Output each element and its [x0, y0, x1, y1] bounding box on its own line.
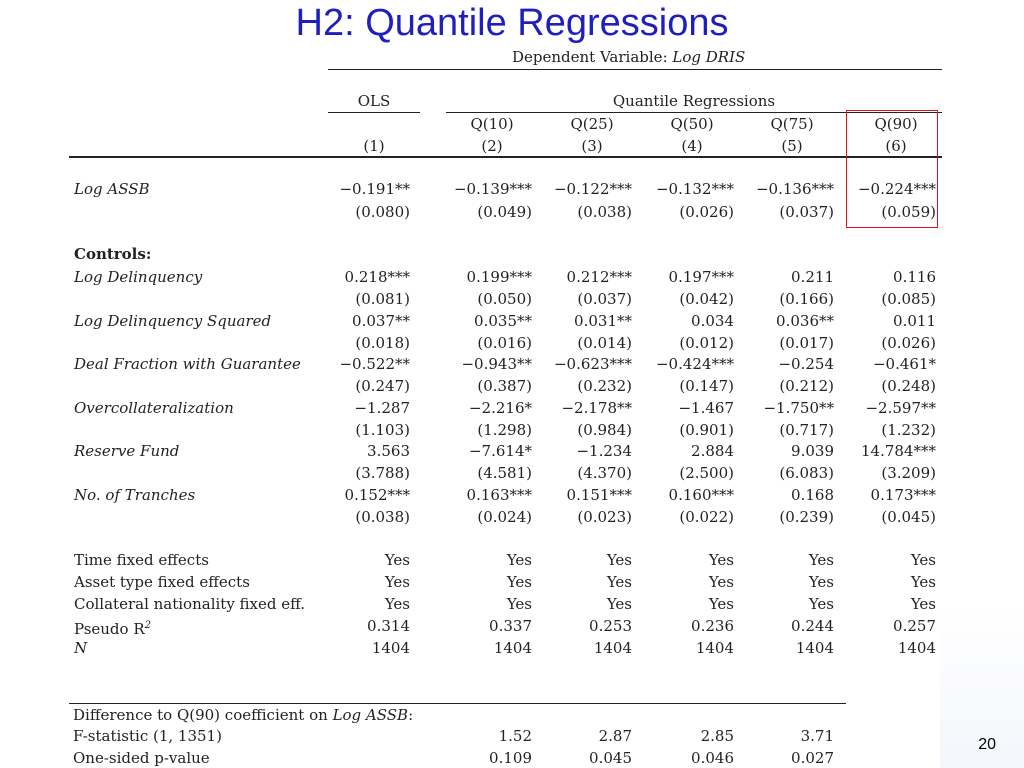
se-cell: (0.026)	[881, 334, 936, 352]
rule-header-bottom	[69, 156, 942, 158]
coef-cell: 3.563	[367, 442, 410, 460]
se-cell: (0.049)	[477, 203, 532, 221]
coef-cell: −2.597**	[865, 399, 936, 417]
se-cell: (0.026)	[679, 203, 734, 221]
pseudo-r2-value: 0.244	[791, 617, 834, 635]
se-cell: (0.018)	[355, 334, 410, 352]
coef-cell: −1.750**	[763, 399, 834, 417]
se-cell: (0.984)	[577, 421, 632, 439]
coef-cell: 0.218***	[344, 268, 410, 286]
se-cell: (0.037)	[779, 203, 834, 221]
difference-label-var: Log ASSB	[332, 706, 409, 724]
fixed-effect-value: Yes	[708, 573, 734, 591]
difference-row-name: One-sided p-value	[73, 749, 210, 767]
se-cell: (0.901)	[679, 421, 734, 439]
dependent-variable-header	[512, 48, 745, 66]
fixed-effect-value: Yes	[808, 551, 834, 569]
col-number: (4)	[681, 137, 703, 155]
coef-cell: 0.151***	[566, 486, 632, 504]
difference-value: 0.027	[791, 749, 834, 767]
fixed-effect-value: Yes	[506, 595, 532, 613]
se-cell: (0.017)	[779, 334, 834, 352]
slide-number: 20	[978, 736, 996, 753]
se-cell: (0.012)	[679, 334, 734, 352]
se-cell: (0.037)	[577, 290, 632, 308]
coef-cell: 9.039	[791, 442, 834, 460]
se-cell: (3.788)	[355, 464, 410, 482]
se-cell: (0.038)	[577, 203, 632, 221]
se-cell: (0.248)	[881, 377, 936, 395]
se-cell: (0.166)	[779, 290, 834, 308]
q90-highlight-box	[846, 110, 938, 228]
difference-value: 2.85	[700, 727, 734, 745]
pseudo-r2-label	[74, 617, 151, 638]
n-value: 1404	[795, 639, 834, 657]
fixed-effect-name: Asset type fixed effects	[74, 573, 250, 591]
n-value: 1404	[897, 639, 936, 657]
se-cell: (0.147)	[679, 377, 734, 395]
pseudo-r2-value: 0.337	[489, 617, 532, 635]
dependent-variable-name: Log DRIS	[672, 48, 746, 66]
se-cell: (0.247)	[355, 377, 410, 395]
qr-header: Quantile Regressions	[612, 92, 776, 110]
fixed-effect-value: Yes	[606, 551, 632, 569]
col-number: (3)	[581, 137, 603, 155]
fixed-effect-value: Yes	[910, 551, 936, 569]
se-cell: (1.232)	[881, 421, 936, 439]
coef-cell: −0.122***	[553, 180, 632, 198]
col-number: (6)	[885, 137, 907, 155]
fixed-effect-value: Yes	[708, 551, 734, 569]
ols-header: OLS	[357, 92, 391, 110]
difference-value: 2.87	[598, 727, 632, 745]
rule-difference	[69, 703, 846, 704]
coef-cell: 0.011	[893, 312, 936, 330]
coef-cell: 0.168	[791, 486, 834, 504]
coef-cell: 0.035**	[474, 312, 532, 330]
coef-cell: 0.034	[691, 312, 734, 330]
slide-title: H2: Quantile Regressions	[295, 2, 729, 44]
se-cell: (0.016)	[477, 334, 532, 352]
pseudo-r2-value: 0.253	[589, 617, 632, 635]
coef-cell: 0.163***	[466, 486, 532, 504]
se-cell: (0.023)	[577, 508, 632, 526]
fixed-effect-value: Yes	[606, 573, 632, 591]
coef-cell: −2.178**	[561, 399, 632, 417]
rule-top	[328, 69, 942, 70]
quantile-header: Q(50)	[670, 115, 714, 133]
n-value: 1404	[695, 639, 734, 657]
coef-cell: −1.287	[354, 399, 410, 417]
control-name: Deal Fraction with Guarantee	[74, 355, 301, 373]
difference-value: 0.045	[589, 749, 632, 767]
coef-cell: 0.212***	[566, 268, 632, 286]
coef-cell: −1.234	[576, 442, 632, 460]
se-cell: (0.050)	[477, 290, 532, 308]
coef-cell: −0.943**	[461, 355, 532, 373]
coef-cell: −0.139***	[453, 180, 532, 198]
fixed-effect-value: Yes	[506, 573, 532, 591]
fixed-effect-name: Collateral nationality fixed eff.	[74, 595, 306, 613]
se-cell: (3.209)	[881, 464, 936, 482]
se-cell: (4.581)	[477, 464, 532, 482]
pseudo-r2-value: 0.236	[691, 617, 734, 635]
col-number: (5)	[781, 137, 803, 155]
quantile-header: Q(90)	[874, 115, 918, 133]
coef-cell: 0.199***	[466, 268, 532, 286]
fixed-effect-value: Yes	[808, 595, 834, 613]
fixed-effect-value: Yes	[606, 595, 632, 613]
se-cell: (0.024)	[477, 508, 532, 526]
n-value: 1404	[371, 639, 410, 657]
fixed-effect-name: Time fixed effects	[74, 551, 209, 569]
difference-label-prefix: Difference to Q(90) coefficient on	[73, 706, 328, 724]
coef-cell: −0.191**	[339, 180, 410, 198]
quantile-header: Q(75)	[770, 115, 814, 133]
coef-cell: −0.522**	[339, 355, 410, 373]
se-cell: (0.014)	[577, 334, 632, 352]
fixed-effect-value: Yes	[384, 573, 410, 591]
se-cell: (0.059)	[881, 203, 936, 221]
fixed-effect-value: Yes	[384, 595, 410, 613]
coef-cell: −1.467	[678, 399, 734, 417]
n-value: 1404	[493, 639, 532, 657]
coef-cell: 0.031**	[574, 312, 632, 330]
col-number: (1)	[363, 137, 385, 155]
fixed-effect-value: Yes	[910, 573, 936, 591]
difference-row-name: F-statistic (1, 1351)	[73, 727, 222, 745]
coef-cell: 0.173***	[870, 486, 936, 504]
coef-cell: 14.784***	[861, 442, 936, 460]
coef-cell: −0.224***	[857, 180, 936, 198]
control-name: No. of Tranches	[74, 486, 196, 504]
se-cell: (6.083)	[779, 464, 834, 482]
coef-cell: −0.424***	[655, 355, 734, 373]
se-cell: (4.370)	[577, 464, 632, 482]
coef-cell: −7.614*	[468, 442, 532, 460]
rule-ols	[328, 112, 420, 113]
se-cell: (0.387)	[477, 377, 532, 395]
control-name: Overcollateralization	[74, 399, 234, 417]
difference-value: 0.109	[489, 749, 532, 767]
coef-cell: 0.036**	[776, 312, 834, 330]
fixed-effect-value: Yes	[910, 595, 936, 613]
coef-cell: 0.116	[893, 268, 936, 286]
se-cell: (0.212)	[779, 377, 834, 395]
se-cell: (1.103)	[355, 421, 410, 439]
control-name: Log Delinquency Squared	[74, 312, 272, 330]
se-cell: (0.045)	[881, 508, 936, 526]
n-label: N	[74, 639, 88, 657]
quantile-header: Q(10)	[470, 115, 514, 133]
difference-value: 0.046	[691, 749, 734, 767]
se-cell: (1.298)	[477, 421, 532, 439]
coef-cell: 0.152***	[344, 486, 410, 504]
fixed-effect-value: Yes	[708, 595, 734, 613]
se-cell: (0.038)	[355, 508, 410, 526]
coef-cell: −0.623***	[553, 355, 632, 373]
fixed-effect-value: Yes	[808, 573, 834, 591]
main-var-name: Log ASSB	[74, 180, 150, 198]
se-cell: (0.085)	[881, 290, 936, 308]
coef-cell: −0.132***	[655, 180, 734, 198]
pseudo-r2-sup: 2	[144, 620, 151, 631]
se-cell: (0.232)	[577, 377, 632, 395]
pseudo-r2-value: 0.257	[893, 617, 936, 635]
difference-value: 1.52	[498, 727, 532, 745]
control-name: Reserve Fund	[74, 442, 180, 460]
fixed-effect-value: Yes	[384, 551, 410, 569]
coef-cell: −0.136***	[755, 180, 834, 198]
coef-cell: 0.037**	[352, 312, 410, 330]
coef-cell: 0.160***	[668, 486, 734, 504]
control-name: Log Delinquency	[74, 268, 203, 286]
coef-cell: 0.211	[791, 268, 834, 286]
se-cell: (0.717)	[779, 421, 834, 439]
se-cell: (0.042)	[679, 290, 734, 308]
controls-label: Controls:	[74, 245, 152, 263]
dependent-variable-label: Dependent Variable:	[512, 48, 668, 66]
coef-cell: −0.461*	[872, 355, 936, 373]
fixed-effect-value: Yes	[506, 551, 532, 569]
se-cell: (0.081)	[355, 290, 410, 308]
difference-value: 3.71	[800, 727, 834, 745]
pseudo-r2-value: 0.314	[367, 617, 410, 635]
se-cell: (0.022)	[679, 508, 734, 526]
difference-label	[73, 706, 413, 724]
coef-cell: −0.254	[778, 355, 834, 373]
difference-label-suffix: :	[408, 706, 414, 724]
coef-cell: 2.884	[691, 442, 734, 460]
se-cell: (0.080)	[355, 203, 410, 221]
coef-cell: 0.197***	[668, 268, 734, 286]
n-value: 1404	[593, 639, 632, 657]
se-cell: (2.500)	[679, 464, 734, 482]
quantile-header: Q(25)	[570, 115, 614, 133]
coef-cell: −2.216*	[468, 399, 532, 417]
col-number: (2)	[481, 137, 503, 155]
se-cell: (0.239)	[779, 508, 834, 526]
pseudo-r2-name: Pseudo R	[74, 620, 145, 638]
